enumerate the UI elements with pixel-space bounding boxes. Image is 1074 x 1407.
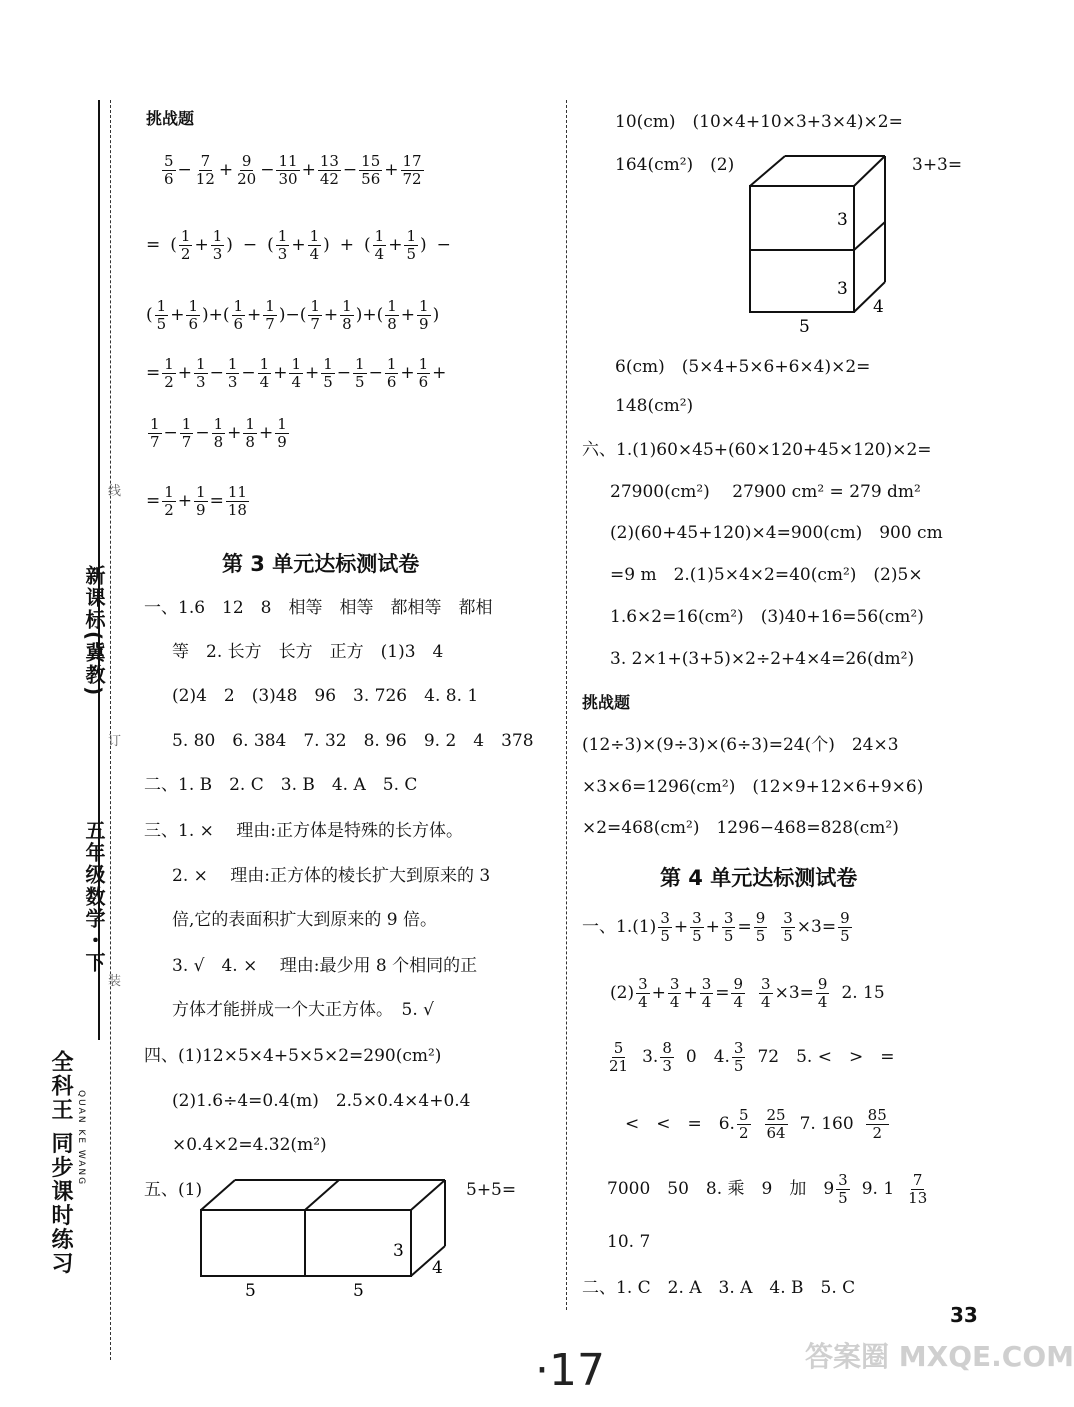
math-line-3: ( $\frac{1}{5}$ + $\frac{1}{6}$ )+( $\frac{1}{6}$ + $\frac{1}{7}$ )−( $\frac{1}{7}$ + $\frac{1}{8}$ )+( $\frac{1}{8}$ + $\frac{1}{9}$ ) [146,297,440,333]
challenge-title-right: 挑战题 [582,693,631,712]
fig2-width-label: 5 [799,317,810,337]
ch-line-c: ×2=468(cm²) 1296−468=828(cm²) [582,818,899,838]
s4-line-c: ×0.4×2=4.32(m²) [172,1135,327,1155]
sidebar [38,100,122,1360]
cut-mark-1: 线 [108,484,122,499]
r-line-1: 10(cm) (10×4+10×3+3×4)×2= [615,112,903,132]
u4-row1-prefix: 一、1.(1) [582,917,657,937]
s5-label: 五、(1) [144,1180,203,1200]
unit3-title: 第 3 单元达标测试卷 [222,552,420,576]
ch-line-b: ×3×6=1296(cm²) (12×9+12×6+9×6) [582,777,924,797]
fig2-height-label-2: 3 [837,279,848,299]
s1-line-b: 等 2. 长方 长方 正方 (1)3 4 [172,642,444,662]
ch-line-a: (12÷3)×(9÷3)×(6÷3)=24(个) 24×3 [582,735,899,755]
fig1-depth-label: 4 [432,1258,443,1278]
r-line-2: 164(cm²) (2) [615,155,735,175]
u4-row-1: 一、1.(1) $\frac{3}{5}$ + $\frac{3}{5}$ + $\frac{3}{5}$ = $\frac{9}{5}$ $\frac{3}{5}$ ×3= $\frac{9}{5}$ [582,909,850,945]
column-divider [566,100,567,1310]
fig1-width-label-2: 5 [353,1281,364,1301]
fig1-width-label-1: 5 [245,1281,256,1301]
math-line-1: $\frac{5}{6}$ − $\frac{7}{12}$ + $\frac{9}{20}$ − $\frac{11}{30}$ + $\frac{13}{42}$ − $\frac{15}{56}$ + $\frac{17}{72}$ [164,152,422,188]
u4-row-6: 10. 7 [607,1232,651,1252]
s6-line-a: 六、1.(1)60×45+(60×120+45×120)×2= [582,440,932,460]
page-number: 33 [950,1303,978,1327]
fig1-height-label: 3 [393,1241,404,1261]
r-line-3: 6(cm) (5×4+5×6+6×4)×2= [615,357,871,377]
s2-line: 二、1. B 2. C 3. B 4. A 5. C [144,775,418,795]
unit4-title: 第 4 单元达标测试卷 [660,866,858,890]
math-line-5: $\frac{1}{7}$ − $\frac{1}{7}$ − $\frac{1}{8}$ + $\frac{1}{8}$ + $\frac{1}{9}$ [150,415,287,451]
s3-line-b: 2. × 理由:正方体的棱长扩大到原来的 3 [172,866,491,886]
s1-line-c: (2)4 2 (3)48 96 3. 726 4. 8. 1 [172,686,479,706]
cuboid-figure-2 [745,150,895,340]
math-line-6: = $\frac{1}{2}$ + $\frac{1}{9}$ = $\frac{11}{18}$ [146,483,247,519]
u4-row-4: < < = 6. $\frac{5}{2}$ $\frac{25}{64}$ 7. 160 $\frac{85}{2}$ [625,1106,887,1142]
u4-row2-tail: 2. 15 [841,983,885,1003]
s4-line-b: (2)1.6÷4=0.4(m) 2.5×0.4×4+0.4 [172,1091,471,1111]
s3-line-d: 3. √ 4. × 理由:最少用 8 个相同的正 [172,956,478,976]
cut-mark-3: 装 [108,974,122,989]
s4-line-a: 四、(1)12×5×4+5×5×2=290(cm²) [144,1046,442,1066]
s5-right: 5+5= [466,1180,517,1200]
r-line-4: 148(cm²) [615,396,694,416]
s6-line-d: =9 m 2.(1)5×4×2=40(cm²) (2)5× [610,565,923,585]
cuboid-figure-1 [195,1176,455,1301]
logo [38,1050,98,1350]
math-line-4: = $\frac{1}{2}$ + $\frac{1}{3}$ − $\frac{1}{3}$ − $\frac{1}{4}$ + $\frac{1}{4}$ + $\frac{1}{5}$ − $\frac{1}{5}$ − $\frac{1}{6}$ + $\frac{1}{6}$ + [146,355,447,391]
fig2-depth-label: 4 [873,297,884,317]
challenge-title-left: 挑战题 [146,109,195,128]
s6-line-b: 27900(cm²) 27900 cm² = 279 dm² [610,482,921,502]
u4-s2-line: 二、1. C 2. A 3. A 4. B 5. C [582,1278,856,1298]
s6-line-e: 1.6×2=16(cm²) (3)40+16=56(cm²) [610,607,924,627]
math-line-2: = ( $\frac{1}{2}$ + $\frac{1}{3}$ ) − ( $\frac{1}{3}$ + $\frac{1}{4}$ ) + ( $\frac{1}{4}$ + $\frac{1}{5}$ ) − [146,227,451,263]
s1-line-d: 5. 80 6. 384 7. 32 8. 96 9. 2 4 378 [172,731,534,751]
s3-line-c: 倍,它的表面积扩大到原来的 9 倍。 [172,910,438,930]
logo-text: 全科王 同步课时练习 [48,1050,74,1276]
s3-line-a: 三、1. × 理由:正方体是特殊的长方体。 [144,821,463,841]
s6-line-c: (2)(60+45+120)×4=900(cm) 900 cm [610,523,943,543]
handwritten-mark: ·17 [535,1345,605,1396]
fig2-height-label-1: 3 [837,210,848,230]
u4-row-3: $\frac{5}{21}$ 3. $\frac{8}{3}$ 0 4. $\frac{3}{5}$ 72 5. < > = [609,1039,895,1075]
series-title: 新课标(冀教) [82,565,106,698]
r-line-2b: 3+3= [912,155,963,175]
grade-title: 五年级数学・下 [82,820,106,974]
logo-pinyin: QUAN KE WANG [76,1090,86,1187]
s1-line-a: 一、1.6 12 8 相等 相等 都相等 都相 [144,598,493,618]
u4-row-2: (2) $\frac{3}{4}$ + $\frac{3}{4}$ + $\frac{3}{4}$ = $\frac{9}{4}$ $\frac{3}{4}$ ×3= $\frac{9}{4}$ 2. 15 [610,975,885,1011]
s3-line-e: 方体才能拼成一个大正方体。 5. √ [172,1000,434,1020]
cut-mark-2: 订 [108,734,122,749]
s6-line-f: 3. 2×1+(3+5)×2÷2+4×4=26(dm²) [610,649,915,669]
u4-row-5: 7000 50 8. 乘 9 加 9 $\frac{3}{5}$ 9. 1 $\frac{7}{13}$ [607,1171,928,1207]
watermark: 答案圈 MXQE.COM [805,1340,1074,1373]
